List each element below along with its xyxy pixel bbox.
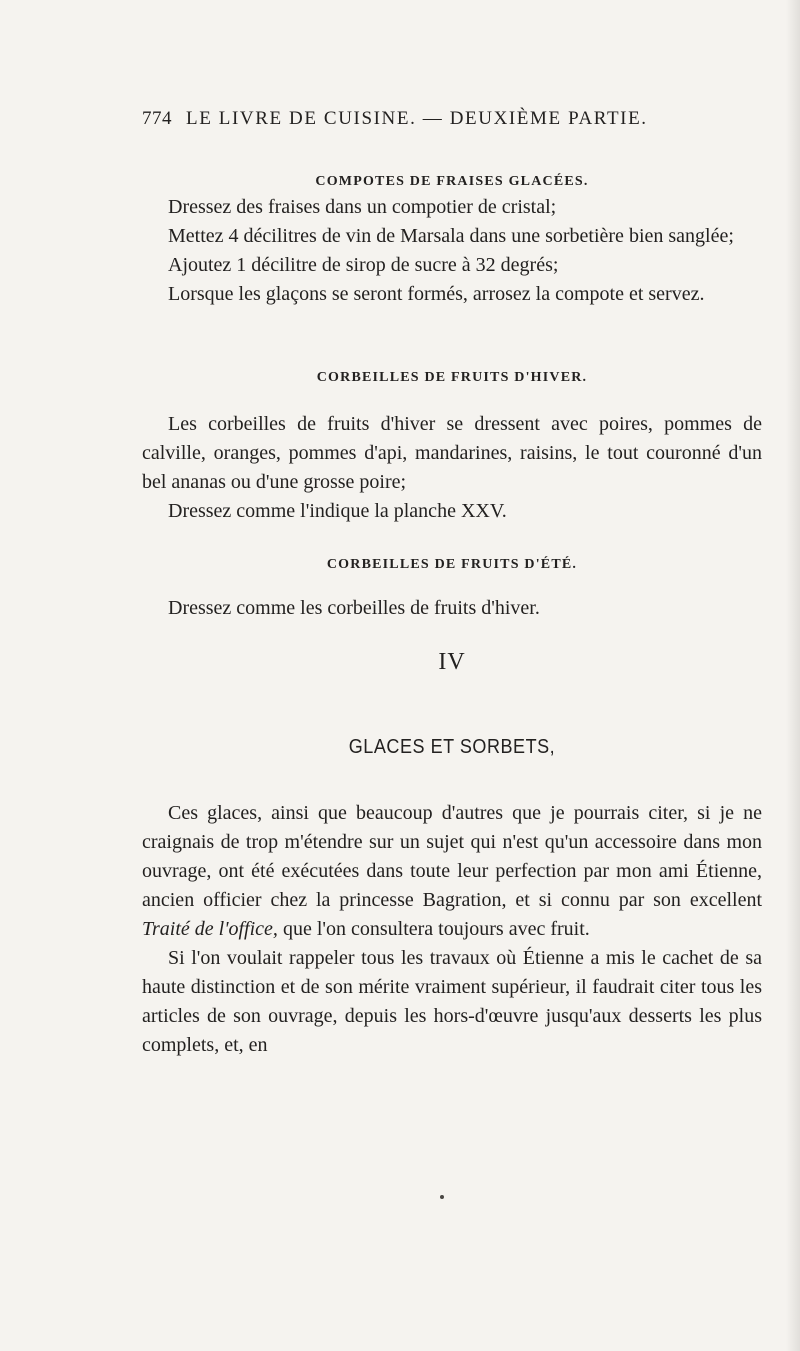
printer-mark (440, 1195, 444, 1199)
page-number: 774 (142, 108, 172, 129)
section-body-compotes (142, 193, 762, 309)
paragraph: Dressez comme les corbeilles de fruits d'hiver. (168, 597, 540, 619)
paragraph-text: Ces glaces, ainsi que beaucoup d'autres que je pourrais citer, si je ne craignais de trop m'étendre sur un sujet qui n'est qu'un accessoire dans mon ouvrage, ont été exécutées dans toute leur perfection par mon ami Étienne, ancien officier chez la princesse Bagration, et si connu par son excellent (142, 802, 762, 911)
paragraph: Ajoutez 1 décilitre de sirop de sucre à 32 degrés; (168, 254, 559, 276)
paragraph: Mettez 4 décilitres de vin de Marsala dans une sorbetière bien sanglée; (168, 225, 734, 247)
paragraph-text: que l'on consultera toujours avec fruit. (282, 918, 590, 940)
paragraph: Lorsque les glaçons se seront formés, arrosez la compote et servez. (168, 283, 705, 305)
paragraph: Dressez comme l'indique la planche XXV. (168, 500, 507, 522)
chapter-title: GLACES ET SORBETS, (348, 736, 556, 758)
running-head (142, 108, 762, 130)
section-title-hiver: CORBEILLES DE FRUITS D'HIVER. (316, 370, 588, 385)
page-edge-shadow (786, 0, 800, 1351)
chapter-body (142, 799, 762, 1060)
paragraph: Si l'on voulait rappeler tous les travaux où Étienne a mis le cachet de sa haute distinction et de son mérite vraiment supérieur, il faudrait citer tous les articles de son ouvrage, depuis les hors-d'œuvre jusqu'aux desserts les plus complets, et, en (142, 947, 762, 1056)
section-title-compotes: COMPOTES DE FRAISES GLACÉES. (315, 174, 589, 189)
paragraph (142, 799, 762, 944)
section-body-ete (142, 594, 762, 623)
book-title-italic: Traité de l'office, (142, 918, 278, 940)
section-body-hiver (142, 410, 762, 526)
paragraph: Les corbeilles de fruits d'hiver se dressent avec poires, pommes de calville, oranges, pommes d'api, mandarines, raisins, le tout couronné d'un bel ananas ou d'une grosse poire; (142, 413, 762, 493)
running-title: LE LIVRE DE CUISINE. — DEUXIÈME PARTIE. (186, 108, 648, 129)
chapter-numeral: IV (438, 649, 466, 675)
section-title-ete: CORBEILLES DE FRUITS D'ÉTÉ. (326, 557, 578, 572)
paragraph: Dressez des fraises dans un compotier de cristal; (168, 196, 557, 218)
